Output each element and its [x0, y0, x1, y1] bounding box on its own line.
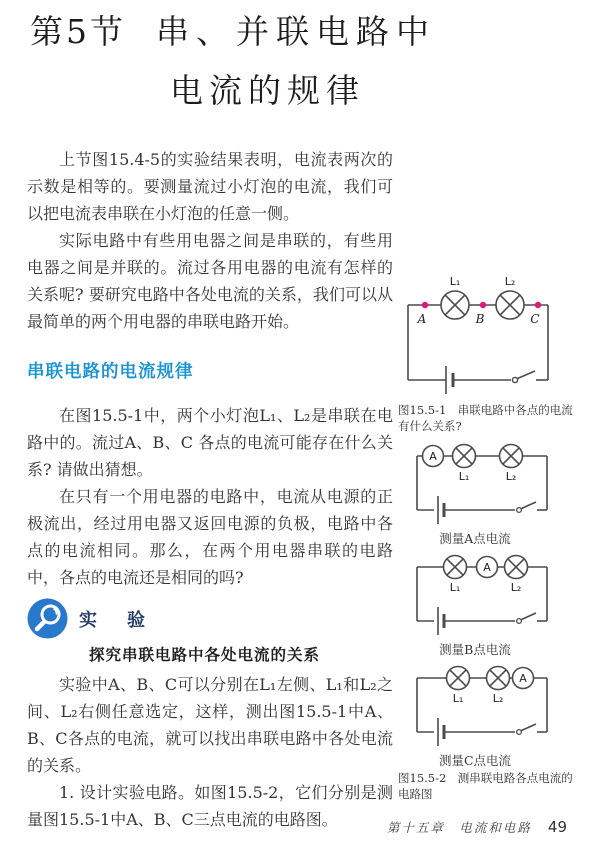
- switch-pivot: [517, 730, 522, 735]
- experiment-title: 探究串联电路中各处电流的关系: [89, 646, 321, 664]
- figure-15-5-1: [398, 270, 558, 398]
- section-heading: 串联电路的电流规律: [27, 362, 194, 382]
- title-line1: 串、并联电路中: [156, 12, 436, 51]
- ammeter-label: A: [519, 672, 527, 685]
- paragraph-3: 在图15.5-1中，两个小灯泡L₁、L₂是串联在电路中的。流过A、B、C 各点的电流可能存在什么关系? 请做出猜想。: [27, 406, 393, 479]
- section-number: 第5节: [30, 12, 126, 51]
- figure-measure-A: [400, 440, 550, 530]
- measure-A-caption: 测量A点电流: [439, 531, 511, 546]
- page-number: 49: [547, 818, 567, 836]
- label-L2: L₂: [504, 275, 516, 288]
- experiment-label: 实 验: [79, 609, 151, 631]
- switch-pivot: [512, 377, 517, 382]
- page-title: [30, 6, 570, 112]
- paragraph-1: 上节图15.4-5的实验结果表明，电流表两次的示数是相等的。要测量流过小灯泡的电流，我们可以把电流表串联在小灯泡的任意一侧。: [27, 150, 393, 223]
- point-B-dot: [480, 302, 486, 308]
- paragraph-2: 实际电路中有些用电器之间是串联的，有些用电器之间是并联的。流过各用电器的电流有怎样的关系呢? 要研究电路中各处电流的关系，我们可以从最简单的两个用电器的串联电路开始。: [27, 231, 393, 331]
- point-C-dot: [535, 302, 541, 308]
- switch-blade: [522, 724, 537, 731]
- chapter-title: 第十五章 电流和电路: [386, 820, 532, 835]
- paragraph-4: 在只有一个用电器的电路中，电流从电源的正极流出，经过用电器又返回电源的负极，电路中各点的电流相同。那么，在两个用电器串联的电路中，各点的电流还是相同的吗?: [27, 487, 393, 587]
- paragraph-6: 1. 设计实验电路。如图15.5-2，它们分别是测量图15.5-1中A、B、C三点电流的电路图。: [27, 783, 393, 829]
- label-L1: L₁: [458, 470, 470, 483]
- switch-blade: [522, 502, 537, 509]
- experiment-block: [27, 598, 393, 665]
- title-line2: 电流的规律: [170, 71, 365, 110]
- label-A: A: [417, 312, 427, 326]
- switch-blade: [518, 371, 536, 379]
- label-L1: L₁: [452, 692, 464, 705]
- switch-pivot: [517, 508, 522, 513]
- label-C: C: [530, 312, 540, 326]
- figure-measure-C: [400, 662, 550, 752]
- figure-15-5-1-caption: 图15.5-1 串联电路中各点的电流有什么关系?: [398, 403, 573, 433]
- figure-15-5-2-caption: 图15.5-2 测串联电路各点电流的电路图: [398, 771, 573, 801]
- figure-measure-B: [400, 551, 550, 641]
- label-B: B: [475, 312, 485, 326]
- label-L1: L₁: [449, 581, 461, 594]
- measure-C-caption: 测量C点电流: [438, 753, 512, 768]
- series-circuit-diagram: [398, 270, 558, 398]
- label-L1: L₁: [449, 275, 461, 288]
- ammeter-label: A: [429, 450, 437, 463]
- switch-blade: [522, 613, 537, 620]
- ammeter-label: A: [483, 561, 491, 574]
- label-L2: L₂: [505, 470, 517, 483]
- switch-pivot: [517, 619, 522, 624]
- magnifier-icon: [27, 598, 68, 639]
- measure-B-caption: 测量B点电流: [439, 642, 511, 657]
- body-text-column: [27, 146, 393, 833]
- label-L2: L₂: [510, 581, 522, 594]
- point-A-dot: [422, 302, 428, 308]
- page-footer: [387, 818, 567, 836]
- label-L2: L₂: [492, 692, 504, 705]
- paragraph-5: 实验中A、B、C可以分别在L₁左侧、L₁和L₂之间、L₂右侧任意选定，这样，测出图15.5-1中A、B、C各点的电流，就可以找出串联电路中各处电流的关系。: [27, 675, 393, 775]
